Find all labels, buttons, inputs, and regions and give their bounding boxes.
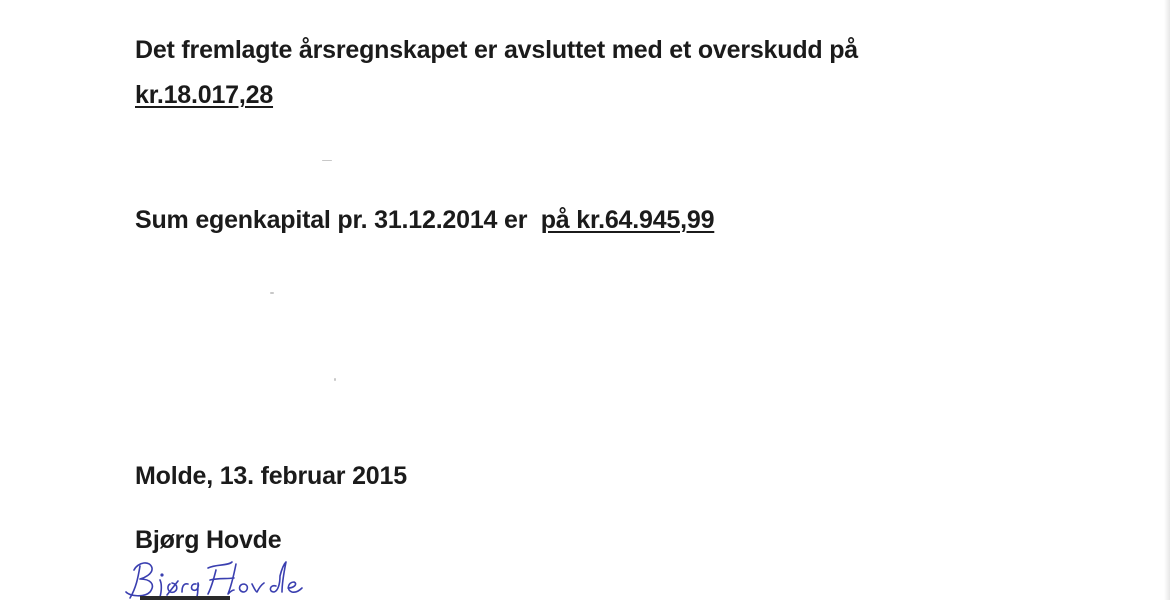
signer-name: Bjørg Hovde xyxy=(135,526,282,554)
handwritten-signature xyxy=(120,548,320,600)
scan-edge xyxy=(1164,0,1170,600)
equity-line xyxy=(135,205,714,235)
scan-speck xyxy=(334,378,336,381)
equity-prefix: Sum egenkapital pr. 31.12.2014 er xyxy=(135,206,528,234)
equity-amount: på kr.64.945,99 xyxy=(540,206,715,234)
result-sentence: Det fremlagte årsregnskapet er avsluttet med et overskudd på xyxy=(135,36,858,64)
place-date: Molde, 13. februar 2015 xyxy=(135,462,407,490)
result-amount: kr.18.017,28 xyxy=(135,81,274,109)
scan-speck xyxy=(270,292,274,294)
cut-off-text-fragment xyxy=(140,596,230,600)
scan-speck xyxy=(322,160,332,161)
